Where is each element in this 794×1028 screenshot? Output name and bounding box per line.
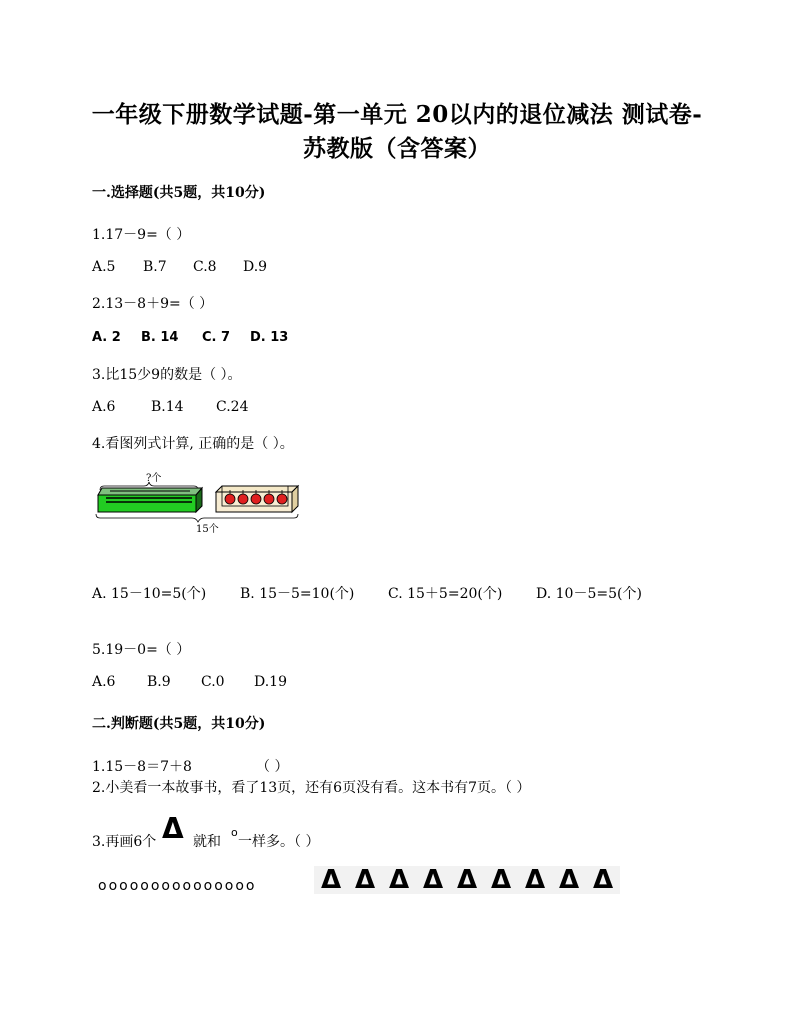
triangle-icon: Δ bbox=[484, 866, 518, 894]
question-4-option-a: A. 15－10=5(个) bbox=[92, 586, 207, 602]
question-4-option-c: C. 15＋5=20(个) bbox=[388, 586, 503, 602]
judge-1-blank: （ ） bbox=[256, 759, 289, 775]
question-4-stem: 4.看图列式计算, 正确的是（ ）。 bbox=[92, 436, 294, 452]
question-4-figure bbox=[92, 468, 307, 538]
judge-3-suffix: 一样多。（ ） bbox=[238, 834, 320, 850]
question-1-option-d: D.9 bbox=[243, 259, 268, 275]
question-5-option-b: B.9 bbox=[147, 674, 171, 690]
figure-bottom-label: 15个 bbox=[196, 524, 219, 535]
question-3-option-c: C.24 bbox=[216, 399, 249, 415]
judge-1-stem: 1.15－8＝7＋8 bbox=[92, 759, 192, 775]
red-dot bbox=[251, 494, 261, 504]
bottom-brace bbox=[96, 514, 298, 522]
question-5-stem: 5.19－0=（ ） bbox=[92, 642, 191, 658]
red-dot bbox=[238, 494, 248, 504]
tray-top bbox=[216, 486, 298, 492]
triangle-icon: Δ bbox=[586, 866, 620, 894]
question-4-option-d: D. 10－5=5(个) bbox=[536, 586, 642, 602]
question-2-option-b: B. 14 bbox=[141, 330, 179, 345]
page-title-line2: 苏教版（含答案） bbox=[303, 135, 491, 162]
triangle-icon: Δ bbox=[416, 866, 450, 894]
question-2-option-a: A. 2 bbox=[92, 330, 121, 345]
triangle-icon: Δ bbox=[162, 812, 184, 845]
question-3-option-a: A.6 bbox=[92, 399, 116, 415]
circles-row: ooooooooooooooo bbox=[98, 878, 257, 894]
triangle-icon: Δ bbox=[518, 866, 552, 894]
judge-3-prefix: 3.再画6个 bbox=[92, 834, 157, 850]
question-5-option-c: C.0 bbox=[201, 674, 225, 690]
judge-2-stem: 2.小美看一本故事书，看了13页，还有6页没有看。这本书有7页。（ ） bbox=[92, 780, 531, 796]
red-dot bbox=[277, 494, 287, 504]
section2-heading: 二.判断题(共5题，共10分) bbox=[92, 716, 266, 732]
triangles-row bbox=[314, 866, 620, 894]
question-3-option-b: B.14 bbox=[151, 399, 184, 415]
question-3-stem: 3.比15少9的数是（ ）。 bbox=[92, 367, 242, 383]
question-1-option-c: C.8 bbox=[193, 259, 217, 275]
blocks-illustration bbox=[92, 468, 307, 538]
question-5-option-d: D.19 bbox=[254, 674, 287, 690]
figure-top-label: ?个 bbox=[146, 473, 162, 484]
circle-icon: o bbox=[231, 826, 238, 839]
question-1-stem: 1.17－9=（ ） bbox=[92, 227, 191, 243]
triangle-icon: Δ bbox=[314, 866, 348, 894]
question-2-option-d: D. 13 bbox=[250, 330, 289, 345]
question-4-option-b: B. 15－5=10(个) bbox=[240, 586, 355, 602]
triangle-icon: Δ bbox=[552, 866, 586, 894]
question-5-option-a: A.6 bbox=[92, 674, 116, 690]
question-2-stem: 2.13－8＋9=（ ） bbox=[92, 296, 214, 312]
section1-heading: 一.选择题(共5题，共10分) bbox=[92, 185, 266, 201]
page-title-line1: 一年级下册数学试题-第一单元 20以内的退位减法 测试卷- bbox=[91, 101, 703, 128]
triangle-icon: Δ bbox=[382, 866, 416, 894]
question-1-option-b: B.7 bbox=[143, 259, 167, 275]
judge-3-middle: 就和 bbox=[193, 834, 221, 850]
triangle-icon: Δ bbox=[348, 866, 382, 894]
red-dot bbox=[264, 494, 274, 504]
triangle-icon: Δ bbox=[450, 866, 484, 894]
question-2-option-c: C. 7 bbox=[202, 330, 231, 345]
red-dot bbox=[225, 494, 235, 504]
question-1-option-a: A.5 bbox=[92, 259, 116, 275]
